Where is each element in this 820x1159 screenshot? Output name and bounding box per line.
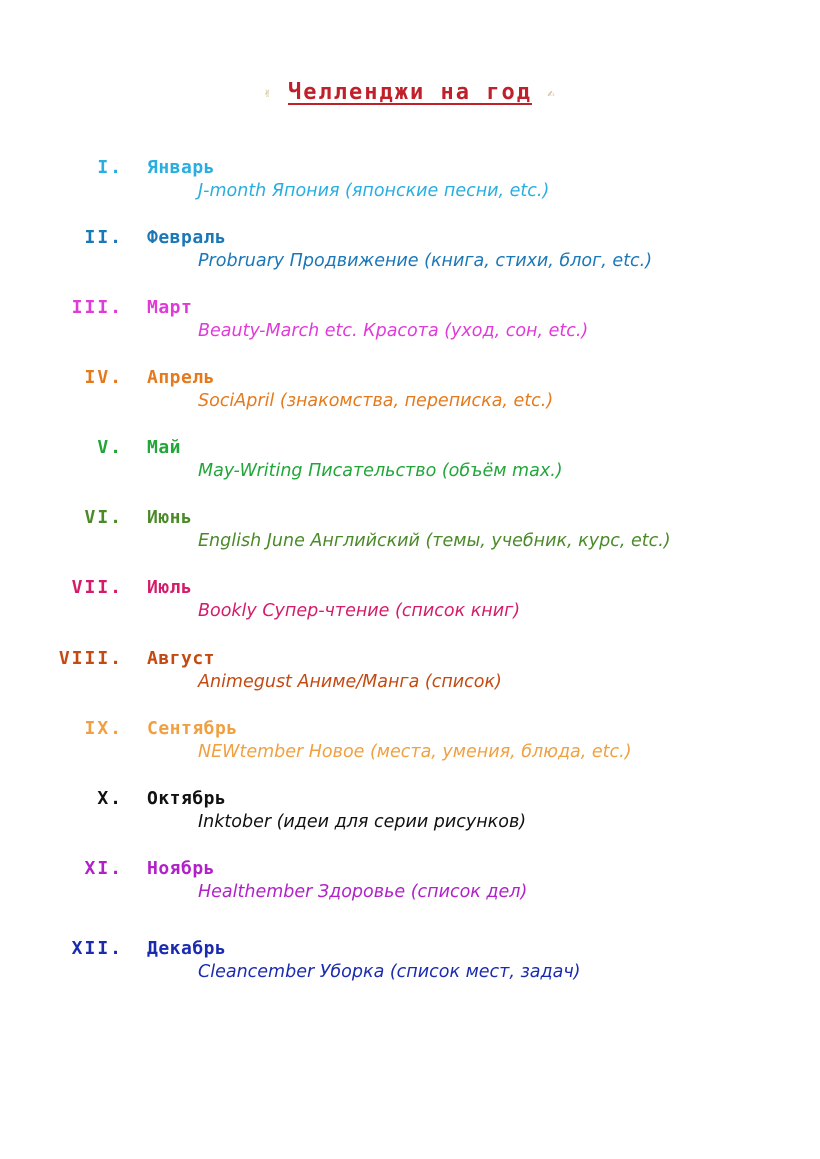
- month-description: J-month Япония (японские песни, etc.): [198, 181, 550, 201]
- month-entry: [0, 157, 820, 217]
- month-numeral: VIII.: [58, 648, 123, 669]
- month-numeral: VI.: [84, 507, 123, 528]
- month-description: Bookly Супер-чтение (список книг): [198, 601, 521, 621]
- month-numeral: IX.: [84, 718, 123, 739]
- month-numeral: XI.: [84, 858, 123, 879]
- month-name: Май: [147, 437, 182, 458]
- month-name: Март: [147, 297, 193, 318]
- month-description: Healthember Здоровье (список дел): [198, 882, 528, 902]
- month-entry: [0, 297, 820, 357]
- month-entry: [0, 938, 820, 998]
- month-numeral: X.: [97, 788, 123, 809]
- month-numeral: VII.: [71, 577, 123, 598]
- month-description: NEWtember Новое (места, умения, блюда, etc.): [198, 742, 632, 762]
- month-numeral: I.: [97, 157, 123, 178]
- month-numeral: IV.: [84, 367, 123, 388]
- month-numeral: II.: [84, 227, 123, 248]
- month-description: Animegust Аниме/Манга (список): [198, 672, 502, 692]
- month-entry: [0, 227, 820, 287]
- month-entry: [0, 507, 820, 567]
- month-numeral: XII.: [71, 938, 123, 959]
- month-name: Апрель: [147, 367, 216, 388]
- month-numeral: V.: [97, 437, 123, 458]
- month-name: Июль: [147, 577, 193, 598]
- month-entry: [0, 367, 820, 427]
- month-name: Август: [147, 648, 216, 669]
- month-name: Сентябрь: [147, 718, 238, 739]
- month-name: Декабрь: [147, 938, 227, 959]
- month-description: Cleancember Уборка (список мест, задач): [198, 962, 581, 982]
- month-numeral: III.: [71, 297, 123, 318]
- month-description: Beauty-March etc. Красота (уход, сон, etc.): [198, 321, 589, 341]
- page-title: [0, 80, 820, 105]
- month-description: English June Английский (темы, учебник, курс, etc.): [198, 531, 671, 551]
- month-name: Январь: [147, 157, 216, 178]
- month-description: May-Writing Писательство (объём max.): [198, 461, 563, 481]
- month-name: Июнь: [147, 507, 193, 528]
- page-title-text: Челлендж​и на год: [288, 80, 532, 105]
- month-name: Ноябрь: [147, 858, 216, 879]
- month-entry: [0, 577, 820, 637]
- month-description: Inktober (идеи для серии рисунков): [198, 812, 527, 832]
- month-name: Октябрь: [147, 788, 227, 809]
- month-description: Probruary Продвижение (книга, стихи, блог, etc.): [198, 251, 653, 271]
- victory-hand-icon: ✌: [263, 86, 273, 100]
- month-name: Февраль: [147, 227, 227, 248]
- writing-hand-icon: ✍: [547, 86, 557, 100]
- month-entry: [0, 648, 820, 708]
- month-description: SociApril (знакомства, переписка, etc.): [198, 391, 554, 411]
- month-entry: [0, 858, 820, 918]
- month-entry: [0, 437, 820, 497]
- month-entry: [0, 718, 820, 778]
- month-entry: [0, 788, 820, 848]
